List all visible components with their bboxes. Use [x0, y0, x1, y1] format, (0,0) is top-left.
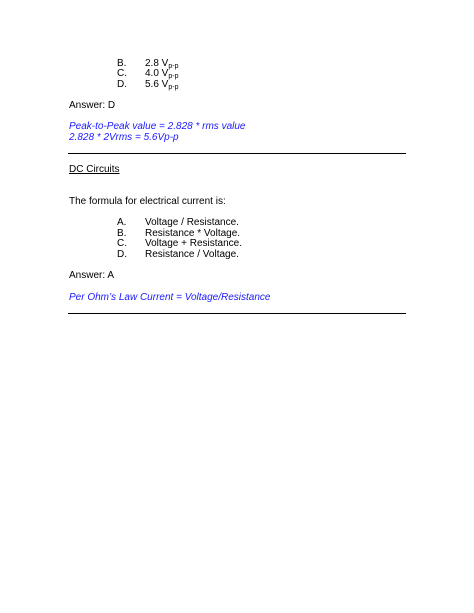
- explanation-line-1: Peak-to-Peak value = 2.828 * rms value: [69, 121, 246, 132]
- section-heading: DC Circuits: [69, 164, 120, 175]
- option-value-c-main: 4.0 V: [145, 68, 169, 79]
- option-letter-d: D.: [117, 79, 127, 90]
- option-value-d-subscript: p-p: [168, 84, 179, 91]
- answer-label-2: Answer: A: [69, 270, 115, 281]
- option-value-b-subscript: p-p: [168, 63, 179, 70]
- choice-letter-b: B.: [117, 228, 127, 239]
- option-letter-c: C.: [117, 68, 127, 79]
- explanation-line-2: 2.828 * 2Vrms = 5.6Vp-p: [69, 132, 179, 143]
- option-value-d-main: 5.6 V: [145, 79, 169, 90]
- ohms-law-explanation: Per Ohm’s Law Current = Voltage/Resistance: [69, 292, 271, 303]
- section-divider-1: [68, 153, 406, 154]
- choice-text-c: Voltage + Resistance.: [145, 238, 243, 249]
- choice-letter-a: A.: [117, 217, 127, 228]
- choice-letter-c: C.: [117, 238, 127, 249]
- option-value-d: [145, 79, 178, 92]
- choice-text-d: Resistance / Voltage.: [145, 249, 239, 260]
- option-letter-b: B.: [117, 58, 127, 69]
- choice-text-b: Resistance * Voltage.: [145, 228, 241, 239]
- section-divider-2: [68, 313, 406, 314]
- option-value-c-subscript: p-p: [168, 73, 179, 80]
- answer-label-1: Answer: D: [69, 100, 116, 111]
- choice-letter-d: D.: [117, 249, 127, 260]
- choice-text-a: Voltage / Resistance.: [145, 217, 239, 228]
- question-text: The formula for electrical current is:: [69, 196, 226, 207]
- option-value-b-main: 2.8 V: [145, 58, 169, 69]
